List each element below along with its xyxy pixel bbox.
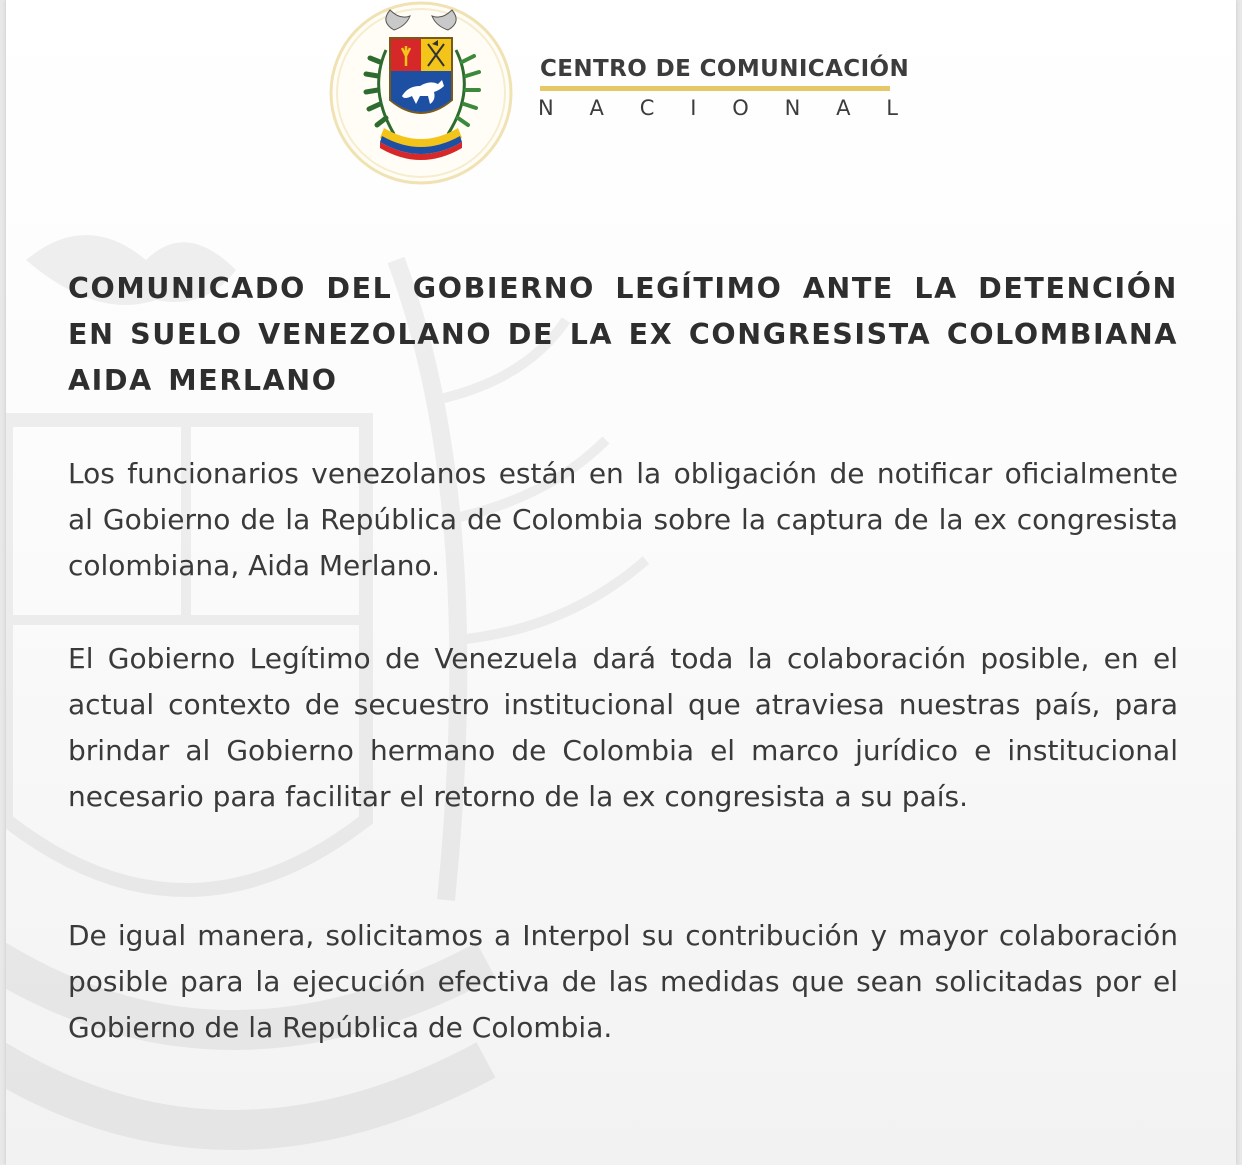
communique-page bbox=[6, 0, 1236, 1165]
org-subtitle-letter: L bbox=[886, 96, 898, 120]
org-subtitle-letter: A bbox=[589, 96, 604, 120]
paragraph-notification: Los funcionarios venezolanos están en la obligación de notificar oficialmente al Gobierno de la República de Colombia sobre la captura de la ex congresista colombiana, Aida Merlano. bbox=[68, 457, 1178, 582]
paragraph-collaboration: El Gobierno Legítimo de Venezuela dará toda la colaboración posible, en el actual contexto de secuestro institucional que atraviesa nuestras país, para brindar al Gobierno hermano de Colombia el marco jurídico e institucional necesario para facilitar el retorno de la ex congresista a su país. bbox=[68, 642, 1178, 813]
org-title: CENTRO DE COMUNICACIÓN bbox=[540, 56, 910, 82]
communique-headline: COMUNICADO DEL GOBIERNO LEGÍTIMO ANTE LA DETENCIÓN EN SUELO VENEZOLANO DE LA EX CONGRESISTA COLOMBIANA AIDA MERLANO bbox=[68, 272, 1178, 397]
org-subtitle-letter: O bbox=[732, 96, 749, 120]
org-subtitle-letter: C bbox=[639, 96, 655, 120]
venezuela-coat-of-arms-icon bbox=[328, 0, 514, 186]
gold-divider bbox=[540, 86, 890, 91]
org-subtitle-letter: N bbox=[784, 96, 801, 120]
org-subtitle-letter: A bbox=[836, 96, 851, 120]
org-subtitle-letter: N bbox=[538, 96, 554, 120]
org-subtitle bbox=[538, 96, 898, 120]
paragraph-interpol: De igual manera, solicitamos a Interpol su contribución y mayor colaboración posible para la ejecución efectiva de las medidas que sean solicitadas por el Gobierno de la República de Colombia. bbox=[68, 919, 1178, 1044]
header bbox=[324, 0, 924, 190]
org-subtitle-letter: I bbox=[690, 96, 697, 120]
